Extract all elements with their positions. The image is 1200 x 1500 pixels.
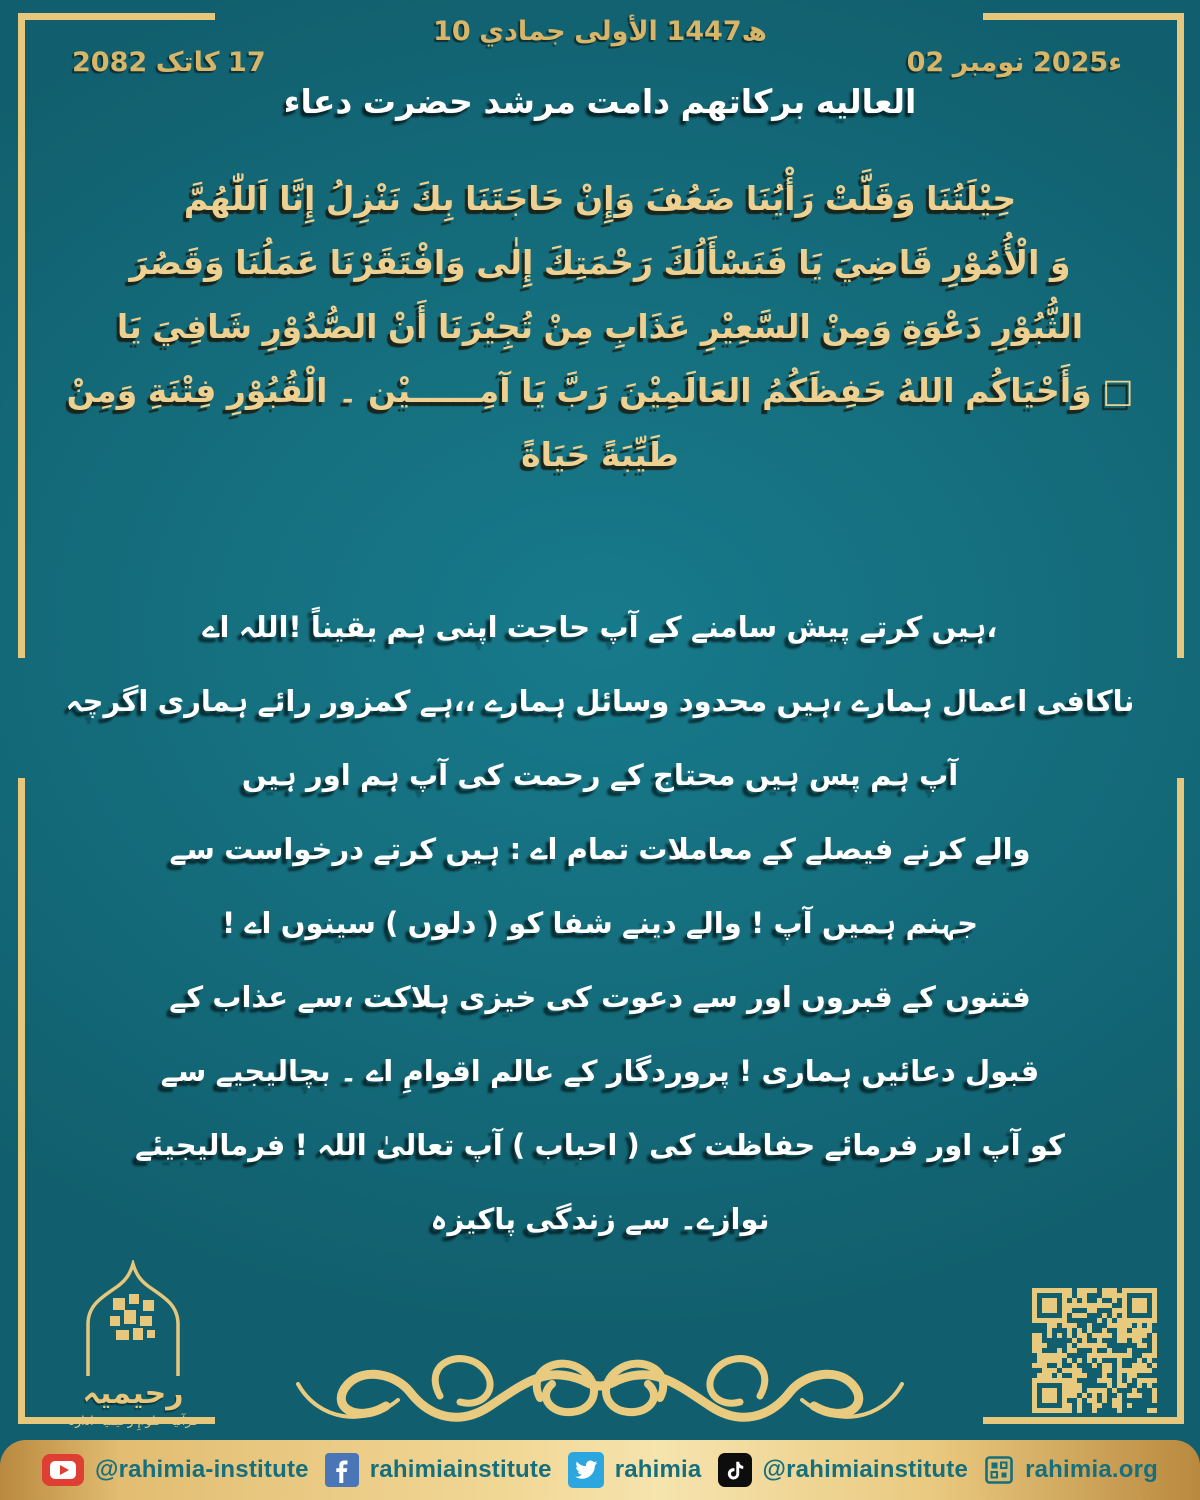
arabic-line-3: يَا شَافِيَ الصُّدُوْرِ أَنْ تُجِيْرَنَا مِنْ عَذَابِ السَّعِيْرِ وَمِنْ دَعْوَةِ الثُّبُوْرِ <box>116 306 1084 346</box>
urdu-line-3: ہیں اور ہم آپ کی رحمت کے محتاج ہیں پس ہم آپ <box>241 758 959 792</box>
youtube-icon <box>42 1454 84 1486</box>
social-website[interactable] <box>984 1455 1158 1485</box>
calligraphic-flourish <box>290 1336 910 1444</box>
mosque-arch-icon <box>58 1260 208 1378</box>
arabic-prayer-block <box>60 166 1140 486</box>
facebook-icon <box>325 1453 359 1487</box>
gregorian-date: 02 نومبر 2025ء <box>906 47 1122 78</box>
urdu-line-2: اگرچہ ہماری رائے کمزور ہے،، ہمارے وسائل محدود ہیں، ہمارے اعمال ناکافی <box>65 684 1135 718</box>
arabic-line-4: وَمِنْ فِتْنَةِ الْقُبُوْرِ ۔ آمِــــــيْن يَا رَبَّ العَالَمِيْنَ حَفِظَكُمُ اللهُ وَأَحْيَاكُم □ <box>66 370 1134 410</box>
social-label: rahimia <box>614 1456 702 1483</box>
logo-name: رحیمیہ <box>82 1376 184 1411</box>
urdu-line-8: فرمالیجیئے ! اللہ تعالیٰ آپ ( احباب ) کی حفاظت فرمائے اور آپ کو <box>135 1128 1065 1162</box>
social-tiktok[interactable] <box>718 1453 969 1487</box>
border-right-lower <box>1177 778 1184 1424</box>
social-facebook[interactable] <box>325 1453 552 1487</box>
social-label: rahimia.org <box>1025 1456 1158 1483</box>
urdu-line-1: اے اللہ! یقیناً ہم اپنی حاجت آپ کے سامنے پیش کرتے ہیں، <box>202 610 998 644</box>
urdu-line-5: ! اے سینوں ( دلوں ) کو شفا دینے والے ! آپ ہمیں جہنم <box>222 906 978 940</box>
qr-code <box>1032 1288 1157 1413</box>
twitter-icon <box>568 1452 604 1488</box>
arabic-line-1: اَللّٰهُمَّ إِنَّا نَنْزِلُ بِكَ حَاجَتَنَا وَإِنْ ضَعُفَ رَأْيُنَا وَقَلَّتْ حِيْلَتُنَا <box>183 178 1017 218</box>
tiktok-icon <box>718 1453 752 1487</box>
bikrami-date: 17 کاتک 2082 <box>72 47 266 78</box>
social-label: @rahimiainstitute <box>762 1456 969 1483</box>
kufic-seal <box>110 1294 155 1340</box>
social-label: @rahimia-institute <box>95 1456 309 1483</box>
rahimia-logo <box>28 1260 238 1428</box>
urdu-line-4: سے درخواست کرتے ہیں : اے تمام معاملات کے فیصلے کرنے والے <box>169 832 1031 866</box>
page-title: دعاء حضرت مرشد دامت بركاتهم العاليه <box>283 82 917 121</box>
hijri-date: 10 جمادي الأولى 1447ھ <box>433 16 767 47</box>
arabic-line-5: حَيَاةً طَيِّبَةً <box>521 434 679 474</box>
border-bottom-right <box>983 1417 1182 1424</box>
urdu-line-7: سے بچالیجیے ۔ اے اقوامِ عالم کے پروردگار ! ہماری دعائیں قبول <box>160 1054 1040 1088</box>
border-left-lower <box>18 778 25 1424</box>
social-youtube[interactable] <box>42 1454 309 1486</box>
social-twitter[interactable] <box>568 1452 702 1488</box>
arabic-line-2: وَقَصُرَ عَمَلُنَا وَافْتَقَرْنَا إِلٰى رَحْمَتِكَ فَنَسْأَلُكَ يَا قَاضِيَ الْأُمُوْرِ وَ <box>129 242 1071 282</box>
social-label: rahimiainstitute <box>369 1456 552 1483</box>
qr-scan-icon <box>984 1455 1014 1485</box>
urdu-line-9: پاکیزہ زندگی سے نوازے۔ <box>430 1202 770 1236</box>
social-bar <box>0 1440 1200 1500</box>
urdu-translation-block <box>55 590 1145 1256</box>
logo-subtitle: ادارہ رحیمیہ علومِ قرآنیہ <box>67 1413 199 1428</box>
urdu-line-6: کے عذاب سے، ہلاکت خیزی کی دعوت سے اور قبروں کے فتنوں <box>169 980 1031 1014</box>
